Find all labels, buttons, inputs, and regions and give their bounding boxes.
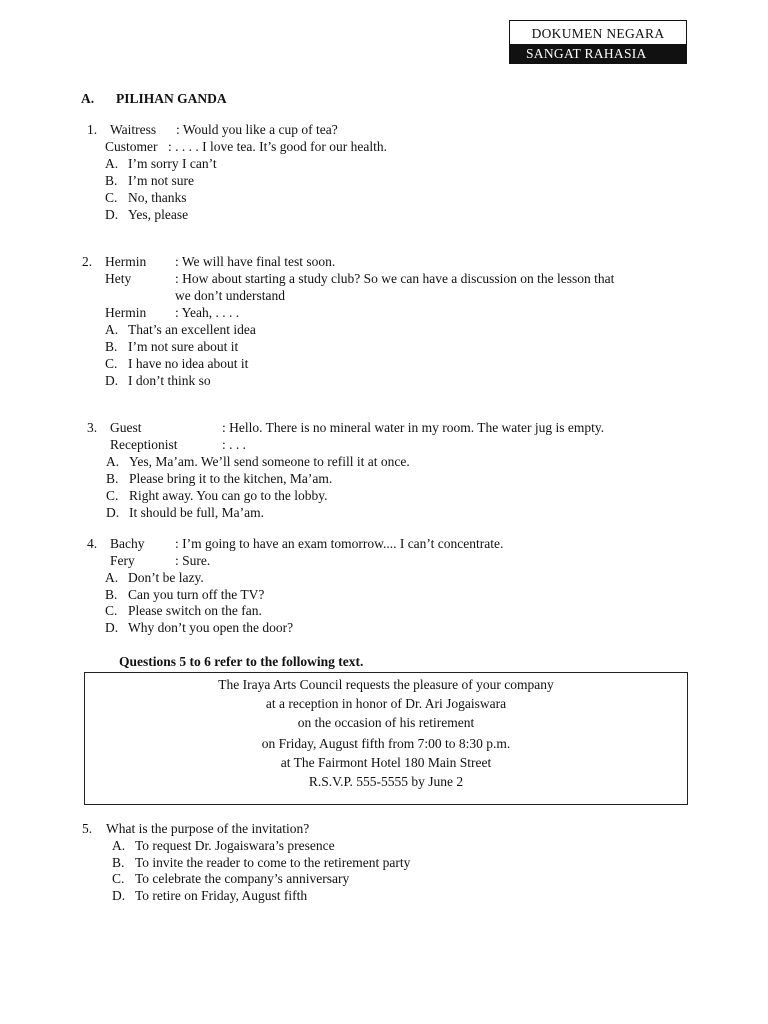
invitation-line: at The Fairmont Hotel 180 Main Street xyxy=(280,755,492,770)
speaker-label: Fery xyxy=(110,553,135,568)
invitation-line: R.S.V.P. 555-5555 by June 2 xyxy=(308,774,464,789)
option-text: I’m sorry I can’t xyxy=(128,156,217,171)
option-text: To celebrate the company’s anniversary xyxy=(135,871,350,886)
option-text: Please bring it to the kitchen, Ma’am. xyxy=(129,471,333,486)
invitation-box xyxy=(84,672,688,805)
speaker-label: Hermin xyxy=(105,254,147,269)
dialogue-line: : How about starting a study club? So we can have a discussion on the lesson that xyxy=(175,271,615,286)
option-text: I’m not sure xyxy=(128,173,194,188)
option-letter: D. xyxy=(112,888,126,903)
option-letter: D. xyxy=(106,505,120,520)
option-letter: C. xyxy=(106,488,119,503)
speaker-label: Bachy xyxy=(110,536,145,551)
option-text: I have no idea about it xyxy=(128,356,249,371)
invitation-line: The Iraya Arts Council requests the pleasure of your company xyxy=(218,677,554,692)
header-line-2: SANGAT RAHASIA xyxy=(510,44,686,63)
dialogue-line: : Hello. There is no mineral water in my room. The water jug is empty. xyxy=(222,420,605,435)
dialogue-line-continued: we don’t understand xyxy=(175,288,285,303)
option-letter: D. xyxy=(105,620,119,635)
dialogue-line: : Sure. xyxy=(175,553,211,568)
question-number: 1. xyxy=(87,122,98,137)
option-text: Yes, Ma’am. We’ll send someone to refill it at once. xyxy=(129,454,410,469)
option-text: Yes, please xyxy=(128,207,189,222)
classification-header xyxy=(509,20,687,64)
option-text: To invite the reader to come to the retirement party xyxy=(135,855,411,870)
speaker-label: Customer xyxy=(105,139,158,154)
option-letter: C. xyxy=(105,190,118,205)
dialogue-line: : Yeah, . . . . xyxy=(175,305,240,320)
option-letter: A. xyxy=(105,570,119,585)
option-letter: D. xyxy=(105,207,119,222)
option-letter: A. xyxy=(105,322,119,337)
dialogue-line: : We will have final test soon. xyxy=(175,254,336,269)
option-letter: C. xyxy=(105,603,118,618)
header-line-1: DOKUMEN NEGARA xyxy=(531,26,665,41)
option-letter: C. xyxy=(105,356,118,371)
option-text: I don’t think so xyxy=(128,373,211,388)
dialogue-line: : I’m going to have an exam tomorrow.... I can’t concentrate. xyxy=(175,536,504,551)
option-text: Right away. You can go to the lobby. xyxy=(129,488,328,503)
option-text: Why don’t you open the door? xyxy=(128,620,294,635)
question-number: 3. xyxy=(87,420,98,435)
question-number: 2. xyxy=(82,254,93,269)
option-letter: C. xyxy=(112,871,125,886)
option-text: No, thanks xyxy=(128,190,187,205)
question-number: 4. xyxy=(87,536,98,551)
option-text: Don’t be lazy. xyxy=(128,570,204,585)
option-text: To request Dr. Jogaiswara’s presence xyxy=(135,838,335,853)
option-letter: B. xyxy=(105,173,118,188)
option-letter: A. xyxy=(106,454,120,469)
option-letter: B. xyxy=(112,855,125,870)
dialogue-line: : Would you like a cup of tea? xyxy=(176,122,338,137)
invitation-line: at a reception in honor of Dr. Ari Jogaiswara xyxy=(265,696,507,711)
speaker-label: Waitress xyxy=(110,122,157,137)
option-text: That’s an excellent idea xyxy=(128,322,256,337)
speaker-label: Hermin xyxy=(105,305,147,320)
dialogue-line: : . . . . I love tea. It’s good for our health. xyxy=(168,139,387,154)
speaker-label: Hety xyxy=(105,271,132,286)
section-title: PILIHAN GANDA xyxy=(116,91,227,106)
passage-intro: Questions 5 to 6 refer to the following text. xyxy=(119,654,364,669)
speaker-label: Guest xyxy=(110,420,142,435)
invitation-line: on Friday, August fifth from 7:00 to 8:30 p.m. xyxy=(261,736,511,751)
option-text: Please switch on the fan. xyxy=(128,603,262,618)
speaker-label: Receptionist xyxy=(110,437,178,452)
option-letter: D. xyxy=(105,373,119,388)
option-text: Can you turn off the TV? xyxy=(128,587,265,602)
invitation-line: on the occasion of his retirement xyxy=(297,715,475,730)
option-letter: B. xyxy=(106,471,119,486)
option-letter: A. xyxy=(105,156,119,171)
option-letter: B. xyxy=(105,339,118,354)
option-text: I’m not sure about it xyxy=(128,339,239,354)
option-letter: A. xyxy=(112,838,126,853)
option-letter: B. xyxy=(105,587,118,602)
question-number: 5. xyxy=(82,821,93,836)
option-text: To retire on Friday, August fifth xyxy=(135,888,308,903)
question-text: What is the purpose of the invitation? xyxy=(106,821,310,836)
dialogue-line: : . . . xyxy=(222,437,247,452)
section-letter: A. xyxy=(81,91,95,106)
option-text: It should be full, Ma’am. xyxy=(129,505,264,520)
